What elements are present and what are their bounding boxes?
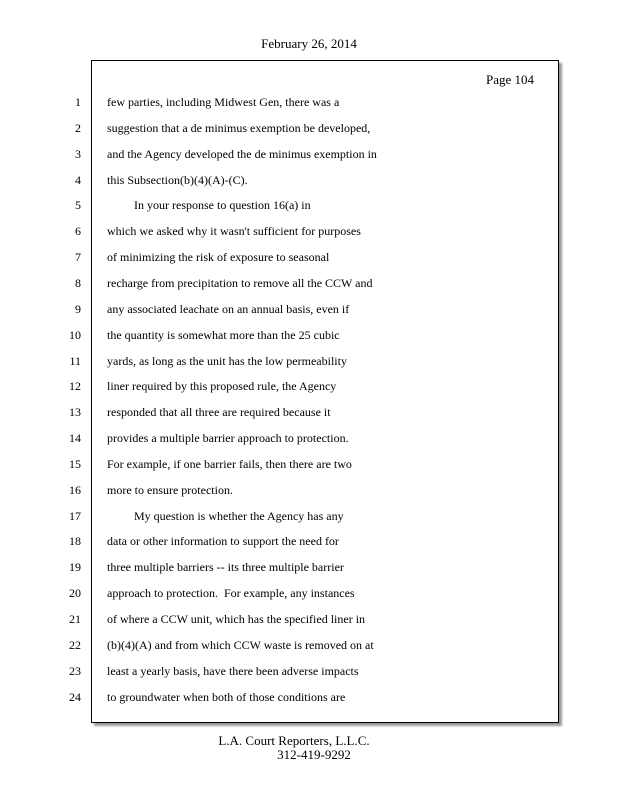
line-number: 3 [75, 147, 81, 161]
line-text: yards, as long as the unit has the low permeability [107, 354, 347, 368]
line-text: three multiple barriers -- its three multiple barrier [107, 560, 344, 574]
line-text: of where a CCW unit, which has the specified liner in [107, 612, 366, 626]
footer-phone: 312-419-9292 [277, 747, 351, 762]
line-number: 5 [75, 198, 81, 212]
line-number: 24 [69, 690, 81, 704]
line-text: For example, if one barrier fails, then there are two [107, 457, 352, 471]
line-number: 17 [69, 509, 81, 523]
line-text: this Subsection(b)(4)(A)-(C). [107, 173, 248, 187]
line-text: more to ensure protection. [107, 483, 233, 497]
line-text: approach to protection. For example, any instances [107, 586, 355, 600]
line-number: 6 [75, 224, 81, 238]
line-number: 23 [69, 664, 81, 678]
line-text: My question is whether the Agency has any [107, 509, 344, 523]
line-text: to groundwater when both of those conditions are [107, 690, 346, 704]
line-number: 14 [69, 431, 81, 445]
line-number: 16 [69, 483, 81, 497]
line-text: least a yearly basis, have there been adverse impacts [107, 664, 359, 678]
line-number: 8 [75, 276, 81, 290]
line-number: 19 [69, 560, 81, 574]
line-text: provides a multiple barrier approach to protection. [107, 431, 349, 445]
line-text: and the Agency developed the de minimus exemption in [107, 147, 377, 161]
line-number: 22 [69, 638, 81, 652]
line-number: 12 [69, 379, 81, 393]
line-text: In your response to question 16(a) in [107, 198, 311, 212]
line-text: suggestion that a de minimus exemption be developed, [107, 121, 371, 135]
line-text: the quantity is somewhat more than the 25 cubic [107, 328, 340, 342]
line-number: 1 [75, 95, 81, 109]
line-number: 15 [69, 457, 81, 471]
line-number: 11 [69, 354, 81, 368]
line-number: 20 [69, 586, 81, 600]
line-text: few parties, including Midwest Gen, there was a [107, 95, 340, 109]
line-text: (b)(4)(A) and from which CCW waste is removed on at [107, 638, 374, 652]
line-text: any associated leachate on an annual basis, even if [107, 302, 350, 316]
line-text: responded that all three are required because it [107, 405, 331, 419]
footer-company: L.A. Court Reporters, L.L.C. [218, 733, 370, 748]
line-number: 4 [75, 173, 81, 187]
header-date: February 26, 2014 [261, 36, 357, 51]
line-number: 7 [75, 250, 81, 264]
line-number: 21 [69, 612, 81, 626]
page-number: Page 104 [486, 72, 535, 87]
line-number: 13 [69, 405, 81, 419]
line-text: of minimizing the risk of exposure to seasonal [107, 250, 330, 264]
line-text: recharge from precipitation to remove all the CCW and [107, 276, 373, 290]
line-text: data or other information to support the need for [107, 534, 339, 548]
line-text: liner required by this proposed rule, the Agency [107, 379, 337, 393]
line-number: 9 [75, 302, 81, 316]
line-number: 18 [69, 534, 81, 548]
line-number: 10 [69, 328, 81, 342]
line-text: which we asked why it wasn't sufficient for purposes [107, 224, 361, 238]
line-number: 2 [75, 121, 81, 135]
